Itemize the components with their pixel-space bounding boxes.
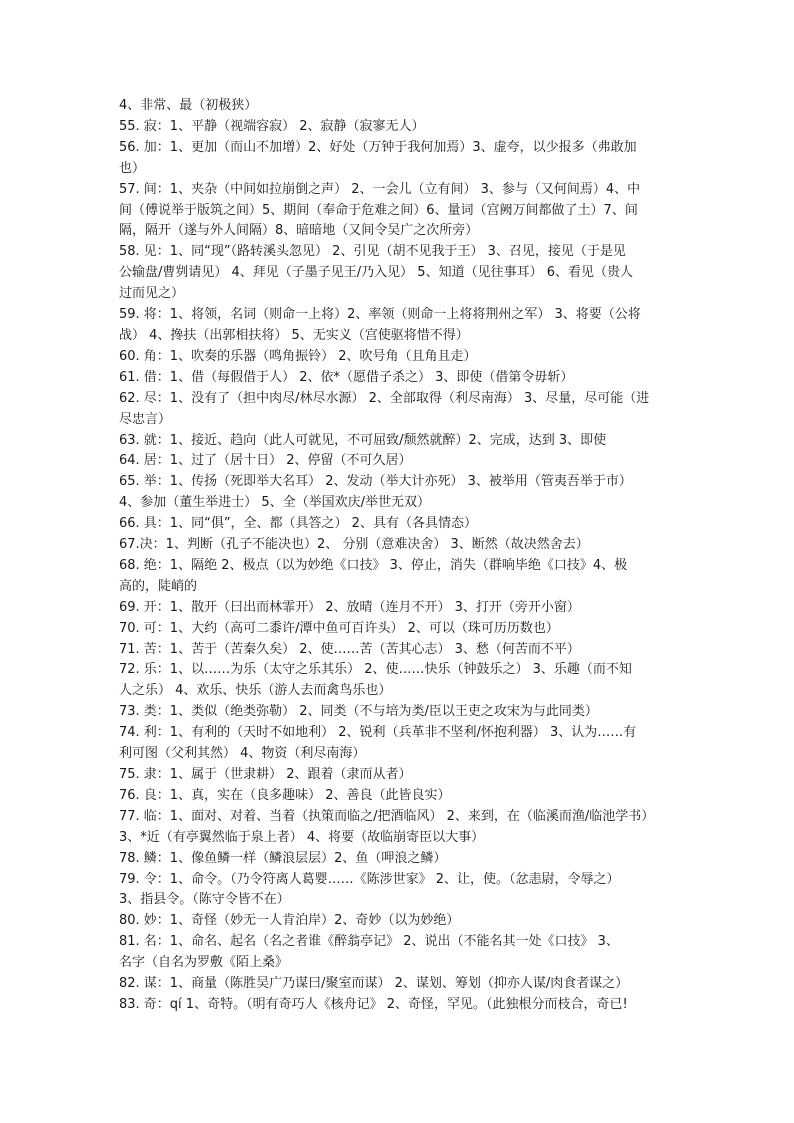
text-line: 77. 临：1、面对、对着、当着（执策而临之/把酒临风） 2、来到，在（临溪而渔/临池学书）	[119, 808, 655, 824]
text-line: 68. 绝：1、隔绝 2、极点（以为妙绝《口技》 3、停止，消失（群响毕绝《口技》4、极	[119, 557, 628, 573]
text-line: 61. 借：1、借（每假借于人） 2、依*（愿借子杀之） 3、即使（借第令毋斩）	[119, 369, 574, 385]
text-line: 60. 角：1、吹奏的乐器（鸣角振铃） 2、吹号角（且角且走）	[119, 348, 477, 364]
text-line: 66. 具：1、同“俱”，全、都（具答之） 2、具有（各具情态）	[119, 516, 477, 532]
text-line: 过而见之）	[119, 286, 185, 302]
text-line: 76. 良：1、真，实在（良多趣味） 2、善良（此皆良实）	[119, 787, 451, 803]
text-line: 名字（自名为罗敷《陌上桑》	[119, 955, 289, 971]
text-line: 65. 举：1、传扬（死即举大名耳） 2、发动（举大计亦死） 3、被举用（管夷吾举于市）	[119, 474, 632, 490]
text-line: 公输盘/曹刿请见） 4、拜见（子墨子见王/乃入见） 5、知道（见往事耳） 6、看见（贵人	[119, 265, 633, 281]
text-line: 也）	[119, 160, 146, 176]
text-line: 81. 名：1、命名、起名（名之者谁《醉翁亭记》 2、说出（不能名其一处《口技》 3、	[119, 934, 619, 950]
text-line: 4、非常、最（初极狭）	[119, 98, 258, 113]
text-line: 隔，隔开（遂与外人间隔）8、暗暗地（又间令吴广之次所旁）	[119, 223, 479, 239]
text-line: 82. 谋：1、商量（陈胜吴广乃谋曰/聚室而谋） 2、谋划、筹划（抑亦人谋/肉食者谋之）	[119, 976, 629, 992]
text-line: 71. 苦：1、苦于（苦秦久矣） 2、使……苦（苦其心志） 3、愁（何苦而不平）	[119, 641, 580, 657]
text-line: 70. 可：1、大约（高可二黍许/潭中鱼可百许头） 2、可以（珠可历历数也）	[119, 620, 559, 636]
text-line: 75. 隶：1、属于（世隶耕） 2、跟着（隶而从者）	[119, 767, 412, 782]
text-line: 利可图（父利其然） 4、物资（利尽南海）	[119, 746, 366, 762]
text-line: 人之乐） 4、欢乐、快乐（游人去而禽鸟乐也）	[119, 683, 392, 699]
text-line: 78. 鳞：1、像鱼鳞一样（鳞浪层层）2、鱼（呷浪之鳞）	[119, 850, 447, 866]
text-line: 58. 见：1、同“现”（路转溪头忽见） 2、引见（胡不见我于王） 3、召见，接见（于是见	[119, 244, 626, 260]
text-line: 83. 奇：qí 1、奇特。（明有奇巧人《核舟记》 2、奇怪，罕见。（此独根分而枝合，奇已!	[119, 996, 628, 1012]
text-line: 74. 利：1、有利的（天时不如地利） 2、锐利（兵革非不坚利/怀抱利器） 3、认为……有	[119, 725, 637, 741]
text-line: 59. 将：1、将领，名词（则命一上将）2、率领（则命一上将将荆州之军） 3、将要（公将	[119, 307, 641, 323]
text-line: 56. 加：1、更加（而山不加增）2、好处（万钟于我何加焉）3、虚夸，以少报多（弗敢加	[119, 139, 637, 155]
text-line: 战） 4、搀扶（出郭相扶将） 5、无实义（宫使驱将惜不得）	[119, 327, 469, 343]
text-line: 64. 居：1、过了（居十日） 2、停留（不可久居）	[119, 453, 412, 469]
text-line: 80. 妙：1、奇怪（妙无一人肯泊岸）2、奇妙（以为妙绝）	[119, 913, 460, 929]
text-line: 3、*近（有亭翼然临于泉上者） 4、将要（故临崩寄臣以大事）	[119, 829, 485, 845]
text-line: 73. 类：1、类似（绝类弥勒） 2、同类（不与培为类/臣以王吏之攻宋为与此同类）	[119, 704, 598, 720]
text-line: 79. 令：1、命令。（乃令符离人葛婴……《陈涉世家》 2、让，使。（忿恚尉，令辱之）	[119, 871, 620, 887]
text-line: 72. 乐：1、以……为乐（太守之乐其乐） 2、使……快乐（钟鼓乐之） 3、乐趣（而不知	[119, 662, 632, 678]
text-line: 67.决：1、判断（孔子不能决也）2、 分别（意难决舍） 3、断然（故决然舍去）	[119, 537, 589, 553]
text-line: 3、指县令。（陈守令皆不在）	[119, 892, 290, 908]
text-line: 55. 寂：1、平静（视端容寂） 2、寂静（寂寥无人）	[119, 118, 425, 134]
text-line: 57. 间：1、夹杂（中间如拉崩倒之声） 2、一会儿（立有间） 3、参与（又何间焉）4、中	[119, 181, 641, 197]
text-line: 69. 开：1、散开（曰出而林霏开） 2、放晴（连月不开） 3、打开（旁开小窗）	[119, 599, 580, 615]
text-line: 63. 就：1、接近、趋向（此人可就见，不可屈致/颓然就醉）2、完成，达到 3、即使	[119, 432, 607, 448]
text-line: 间（傅说举于版筑之间）5、期间（奉命于危难之间）6、量词（宫阙万间都做了土）7、间	[119, 202, 638, 218]
text-line: 4、参加（董生举进士） 5、全（举国欢庆/举世无双）	[119, 495, 431, 511]
text-line: 尽忠言）	[119, 411, 172, 427]
text-line: 高的，陡峭的	[119, 578, 198, 594]
text-line: 62. 尽：1、没有了（担中肉尽/林尽水源） 2、全部取得（利尽南海） 3、尽量，尽可能（进	[119, 390, 650, 406]
document-body	[119, 96, 691, 1016]
